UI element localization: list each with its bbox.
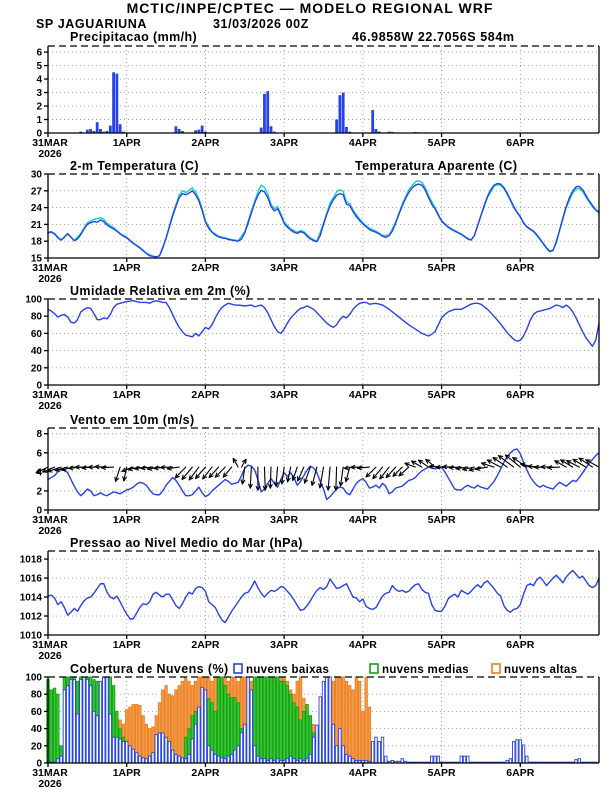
y-tick-label: 20 (30, 363, 42, 375)
cloud-bar (345, 754, 347, 763)
cloud-bar (299, 720, 301, 763)
wind-arrow-icon (115, 467, 120, 481)
x-tick-year: 2026 (38, 148, 62, 160)
panel-pressure (20, 536, 599, 662)
cloud-bar (519, 740, 521, 763)
cloud-bar (175, 690, 177, 763)
cloud-bar (148, 756, 150, 763)
cloud-bar (135, 753, 137, 763)
y-tick-label: 5 (36, 61, 42, 73)
y-tick-label: 80 (30, 689, 42, 701)
wind-arrow-icon (167, 466, 179, 470)
y-tick-label: 60 (30, 328, 42, 340)
precip-bar (270, 126, 273, 133)
x-tick-year: 2026 (38, 273, 62, 285)
wind-arrow-icon (339, 467, 343, 486)
cloud-bar (63, 690, 65, 763)
cloud-bar (375, 737, 377, 763)
cloud-bar (431, 756, 433, 763)
cloud-bar (309, 754, 311, 763)
wind-arrow-icon (102, 466, 114, 470)
wind-arrow-icon (269, 467, 273, 488)
y-tick-label: 2 (36, 101, 42, 113)
wind-arrow-icon (249, 467, 253, 488)
wind-arrow-icon (573, 459, 586, 467)
y-tick-label: 100 (25, 294, 42, 306)
x-tick-day: 1APR (112, 137, 141, 149)
page-title: MCTIC/INPE/CPTEC — MODELO REGIONAL WRF (126, 0, 494, 16)
cloud-bar (132, 749, 134, 763)
cloud-bar (319, 697, 321, 763)
y-tick-label: 2 (36, 486, 42, 498)
y-tick-label: 18 (30, 236, 42, 248)
cloud-bar (250, 690, 252, 763)
wind-arrow-icon (298, 467, 304, 481)
wind-arrow-icon (292, 467, 297, 480)
cloud-bar (263, 677, 265, 763)
station-coordinates: 46.9858W 22.7056S 584m (352, 30, 515, 44)
pressure-title: Pressao ao Nivel Medio do Mar (hPa) (70, 536, 303, 550)
cloud-bar (178, 686, 180, 763)
precip-bar (371, 110, 374, 133)
temp-line (48, 184, 599, 257)
x-tick-day: 1APR (112, 767, 141, 779)
cloud-bar (349, 686, 351, 763)
x-tick-day: 2APR (191, 389, 220, 401)
cloud-bar (329, 677, 331, 763)
x-tick-day: 5APR (427, 514, 456, 526)
x-tick-day: 5APR (427, 389, 456, 401)
cloud-bar (126, 742, 128, 764)
station-name: SP JAGUARIUNA (36, 17, 148, 31)
wind-arrow-icon (274, 467, 278, 486)
cloud-bar (158, 733, 160, 763)
x-tick-start: 31MAR (32, 514, 68, 526)
wind-arrow-icon (242, 459, 247, 467)
cloud-bar (70, 680, 72, 763)
cloud-cover-plot (25, 673, 599, 791)
cloud-bar (316, 725, 318, 763)
cloud-bar (204, 690, 206, 763)
x-tick-day: 1APR (112, 389, 141, 401)
y-tick-label: 15 (30, 253, 42, 265)
wind-arrow-icon (548, 466, 560, 470)
cloud-bar (152, 753, 154, 763)
wind-arrow-icon (263, 467, 267, 490)
x-tick-day: 1APR (112, 639, 141, 651)
y-tick-label: 80 (30, 311, 42, 323)
cloud-bar (86, 680, 88, 763)
cloud-bar (230, 754, 232, 763)
cloud-bar (322, 681, 324, 763)
cloud-bar (122, 742, 124, 764)
high-cloud-legend-label: nuvens altas (504, 664, 578, 676)
y-tick-label: 24 (30, 203, 42, 215)
cloud-bar (257, 756, 259, 763)
cloud-bar (303, 711, 305, 763)
cloud-bar (385, 756, 387, 763)
cloud-bar (201, 687, 203, 763)
cloud-bar (332, 724, 334, 763)
cloud-bar (513, 742, 515, 764)
cloud-bar (342, 746, 344, 763)
cloud-bar (119, 739, 121, 763)
precip-bar (109, 126, 112, 133)
cloud-bar (312, 737, 314, 763)
y-tick-label: 0 (36, 380, 42, 392)
cloud-bar (155, 735, 157, 763)
cloud-bar (175, 754, 177, 763)
precip-bar (119, 124, 122, 133)
x-tick-day: 4APR (348, 514, 377, 526)
x-tick-day: 3APR (270, 389, 299, 401)
y-tick-label: 0 (36, 128, 42, 140)
x-tick-day: 2APR (191, 639, 220, 651)
cloud-bar (290, 756, 292, 763)
cloud-bar (296, 707, 298, 763)
cloud-bar (270, 677, 272, 763)
cloud-bar (522, 745, 524, 763)
precipitation-title: Precipitacao (mm/h) (70, 30, 198, 44)
cloud-bar (93, 711, 95, 763)
precip-bar (345, 127, 348, 133)
cloud-bar (365, 677, 367, 763)
y-tick-label: 1014 (19, 592, 42, 604)
cloud-bar (80, 680, 82, 763)
cloud-bar (267, 677, 269, 763)
cloud-bar (237, 746, 239, 763)
y-tick-label: 1 (36, 115, 42, 127)
high-cloud-legend-swatch (492, 664, 500, 673)
cloud-bar (165, 737, 167, 763)
cloud-bar (286, 686, 288, 763)
cloud-bar (467, 756, 469, 763)
cloud-bar (109, 714, 111, 763)
x-tick-day: 6APR (506, 389, 535, 401)
x-tick-start: 31MAR (32, 262, 68, 274)
cloud-bar (139, 756, 141, 763)
precip-bar (335, 120, 338, 133)
cloud-bar (526, 756, 528, 763)
panel-wind (32, 413, 599, 537)
precipitation-plot (32, 46, 599, 160)
x-tick-day: 1APR (112, 262, 141, 274)
cloud-bar (188, 754, 190, 763)
humidity-title: Umidade Relativa em 2m (%) (70, 284, 251, 298)
cloud-cover-title: Cobertura de Nuvens (%) (70, 662, 229, 676)
cloud-bar (227, 694, 229, 763)
precip-bar (115, 74, 118, 133)
cloud-bar (378, 742, 380, 764)
cloud-bar (224, 686, 226, 763)
cloud-bar (89, 686, 91, 763)
cloud-bar (168, 742, 170, 764)
x-tick-day: 4APR (348, 137, 377, 149)
x-tick-day: 4APR (348, 262, 377, 274)
cloud-bar (362, 711, 364, 763)
x-tick-day: 6APR (506, 639, 535, 651)
cloud-bar (230, 698, 232, 763)
y-tick-label: 1018 (19, 554, 42, 566)
x-tick-day: 4APR (348, 639, 377, 651)
cloud-bar (371, 742, 373, 764)
x-tick-day: 2APR (191, 137, 220, 149)
y-tick-label: 1016 (19, 573, 42, 585)
cloud-bar (358, 681, 360, 763)
cloud-bar (96, 716, 98, 763)
precip-bar (342, 93, 345, 133)
cloud-bar (260, 677, 262, 763)
cloud-bar (227, 756, 229, 763)
cloud-bar (181, 681, 183, 763)
y-tick-label: 0 (36, 505, 42, 517)
precip-bar (201, 126, 204, 133)
cloud-bar (198, 707, 200, 763)
x-tick-day: 4APR (348, 389, 377, 401)
y-tick-label: 0 (36, 758, 42, 770)
y-tick-label: 1010 (19, 630, 42, 642)
wind-arrow-icon (327, 467, 331, 490)
cloud-bar (162, 733, 164, 763)
cloud-bar (83, 677, 85, 763)
cloud-bar (66, 686, 68, 763)
x-tick-day: 3APR (270, 767, 299, 779)
x-tick-day: 3APR (270, 639, 299, 651)
y-tick-label: 8 (36, 429, 42, 441)
temp-line (48, 181, 599, 257)
cloud-bar (326, 677, 328, 763)
cloud-bar (335, 746, 337, 763)
x-tick-start: 31MAR (32, 767, 68, 779)
cloud-bar (273, 677, 275, 763)
mid-cloud-legend-label: nuvens medias (382, 664, 469, 676)
cloud-bar (253, 746, 255, 763)
x-tick-day: 6APR (506, 514, 535, 526)
wind-arrow-icon (357, 466, 369, 470)
y-tick-label: 3 (36, 88, 42, 100)
y-tick-label: 30 (30, 169, 42, 181)
cloud-bar (293, 703, 295, 763)
x-tick-day: 3APR (270, 262, 299, 274)
y-tick-label: 21 (30, 219, 42, 231)
cloud-bar (112, 737, 114, 763)
cloud-bar (280, 681, 282, 763)
y-tick-label: 60 (30, 706, 42, 718)
cloud-legend (234, 664, 577, 676)
wind-plot (32, 428, 599, 537)
y-tick-label: 20 (30, 741, 42, 753)
x-tick-year: 2026 (38, 525, 62, 537)
cloud-bar (99, 681, 101, 763)
y-tick-label: 4 (36, 467, 42, 479)
cloud-bar (208, 746, 210, 763)
x-tick-year: 2026 (38, 778, 62, 790)
precip-bar (96, 122, 99, 133)
cloud-bar (116, 737, 118, 763)
x-tick-day: 2APR (191, 514, 220, 526)
cloud-bar (142, 716, 144, 763)
cloud-bar (57, 694, 59, 763)
cloud-bar (60, 756, 62, 763)
cloud-bar (306, 705, 308, 763)
x-tick-day: 3APR (270, 514, 299, 526)
wind-arrow-icon (256, 467, 260, 490)
cloud-bar (221, 758, 223, 763)
cloud-bar (145, 724, 147, 763)
x-tick-day: 5APR (427, 137, 456, 149)
y-tick-label: 6 (36, 448, 42, 460)
precip-bar (266, 91, 269, 133)
cloud-bar (211, 750, 213, 763)
cloud-bar (276, 677, 278, 763)
cloud-bar (217, 677, 219, 763)
panel-precipitation (32, 30, 599, 160)
wind-arrow-icon (476, 467, 488, 471)
x-tick-day: 6APR (506, 767, 535, 779)
x-tick-start: 31MAR (32, 639, 68, 651)
precip-bar (175, 126, 178, 133)
apparent-temperature-title: Temperatura Aparente (C) (355, 159, 518, 173)
low-cloud-legend-label: nuvens baixas (246, 664, 330, 676)
cloud-bar (349, 756, 351, 763)
wind-line (48, 449, 599, 500)
pressure-plot (20, 551, 599, 662)
cloud-bar (339, 729, 341, 763)
cloud-bar (142, 758, 144, 763)
cloud-bar (345, 681, 347, 763)
x-tick-start: 31MAR (32, 137, 68, 149)
x-tick-day: 6APR (506, 262, 535, 274)
cloud-bar (73, 680, 75, 763)
cloud-bar (434, 756, 436, 763)
panel-cloud-cover (25, 662, 599, 790)
x-tick-year: 2026 (38, 650, 62, 662)
x-tick-day: 5APR (427, 639, 456, 651)
x-tick-day: 2APR (191, 262, 220, 274)
cloud-bar (368, 707, 370, 763)
cloud-bar (244, 724, 246, 763)
model-run-datetime: 31/03/2026 00Z (213, 17, 309, 31)
y-tick-label: 4 (36, 74, 42, 86)
rh-line (48, 301, 599, 347)
cloud-bar (460, 756, 462, 763)
y-tick-label: 40 (30, 346, 42, 358)
panel-temperature (31, 159, 599, 285)
cloud-bar (171, 750, 173, 763)
temperature-plot (31, 170, 599, 286)
wind-arrow-icon (366, 467, 376, 477)
cloud-bar (217, 756, 219, 763)
x-tick-day: 4APR (348, 767, 377, 779)
x-tick-day: 2APR (191, 767, 220, 779)
cloud-bar (106, 677, 108, 763)
cloud-bar (178, 756, 180, 763)
mid-cloud-legend-swatch (370, 664, 378, 673)
cloud-bar (352, 690, 354, 763)
cloud-bar (103, 677, 105, 763)
x-tick-year: 2026 (38, 400, 62, 412)
cloud-bar (53, 688, 55, 763)
y-tick-label: 6 (36, 47, 42, 59)
x-tick-start: 31MAR (32, 389, 68, 401)
precip-bar (112, 72, 115, 133)
cloud-bar (290, 694, 292, 763)
low-cloud-legend-swatch (234, 664, 242, 673)
wind-title: Vento em 10m (m/s) (70, 413, 195, 427)
precip-bar (338, 95, 341, 133)
cloud-bar (50, 690, 52, 763)
wind-arrow-icon (233, 458, 238, 467)
y-tick-label: 40 (30, 724, 42, 736)
cloud-bar (191, 739, 193, 763)
precip-bar (263, 94, 266, 133)
y-tick-label: 1012 (19, 611, 42, 623)
cloud-bar (181, 758, 183, 763)
x-tick-day: 1APR (112, 514, 141, 526)
cloud-bar (516, 740, 518, 763)
x-tick-day: 3APR (270, 137, 299, 149)
panel-relative-humidity (25, 284, 599, 412)
cloud-bar (381, 737, 383, 763)
cloud-bar (283, 681, 285, 763)
cloud-bar (247, 677, 249, 763)
x-tick-day: 5APR (427, 767, 456, 779)
cloud-bar (437, 756, 439, 763)
cloud-bar (129, 746, 131, 763)
cloud-bar (463, 756, 465, 763)
precip-bar (260, 128, 263, 133)
x-tick-day: 5APR (427, 262, 456, 274)
cloud-bar (221, 677, 223, 763)
humidity-plot (25, 295, 599, 413)
x-tick-day: 6APR (506, 137, 535, 149)
cloud-bar (355, 677, 357, 763)
cloud-bar (257, 677, 259, 763)
cloud-bar (214, 754, 216, 763)
temperature-title: 2-m Temperatura (C) (70, 159, 199, 173)
wind-arrow-icon (334, 467, 338, 490)
cloud-bar (194, 724, 196, 763)
cloud-bar (240, 733, 242, 763)
cloud-bar (76, 714, 78, 763)
y-tick-label: 27 (30, 186, 42, 198)
y-tick-label: 100 (25, 672, 42, 684)
cloud-bar (139, 705, 141, 763)
cloud-bar (234, 750, 236, 763)
